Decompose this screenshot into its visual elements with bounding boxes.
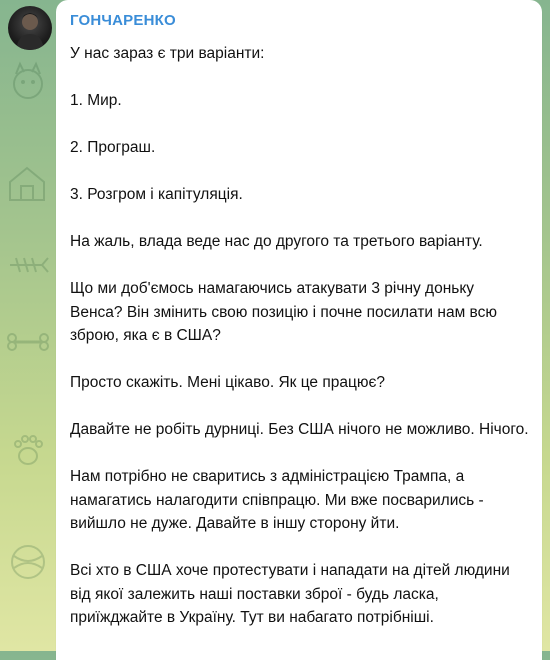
message-paragraph: Всі хто в США хоче протестувати і нападати на дітей людини від якої залежить наші поставки зброї - будь ласка, приїжджайте в Україну. Тут ви набагато потрібніші.	[70, 562, 510, 626]
message-paragraph: Давайте не робіть дурниці. Без США нічого не можливо. Нічого.	[70, 421, 529, 438]
message-paragraph: Просто скажіть. Мені цікаво. Як це працює?	[70, 374, 386, 391]
message-paragraph: Що ми доб'ємось намагаючись атакувати 3 річну доньку Венса? Він змінить свою позицію і почне посилати нам всю зброю, яка є в США?	[70, 280, 497, 344]
message-paragraph: 2. Програш.	[70, 139, 156, 156]
house-doodle-icon	[4, 160, 50, 206]
message-paragraph: Нам потрібно не сваритись з адміністрацією Трампа, а намагатись налагодити співпрацю. Ми вже посварились - вийшло не дуже. Давайте в іншу сторону йти.	[70, 468, 484, 532]
avatar[interactable]	[8, 6, 52, 50]
ball-doodle-icon	[6, 540, 50, 584]
fish-bone-doodle-icon	[6, 250, 50, 280]
cat-doodle-icon	[6, 60, 50, 104]
message-paragraph: У нас зараз є три варіанти:	[70, 45, 265, 62]
message-bubble[interactable]	[56, 0, 542, 660]
message-paragraph: 3. Розгром і капітуляція.	[70, 186, 243, 203]
sender-name[interactable]: ГОНЧАРЕНКО	[70, 12, 176, 29]
bone-doodle-icon	[6, 330, 50, 354]
paw-doodle-icon	[8, 430, 48, 470]
message-text	[70, 42, 530, 653]
message-paragraph: На жаль, влада веде нас до другого та третього варіанту.	[70, 233, 483, 250]
user-avatar-icon	[8, 6, 52, 50]
message-paragraph: 1. Мир.	[70, 92, 122, 109]
